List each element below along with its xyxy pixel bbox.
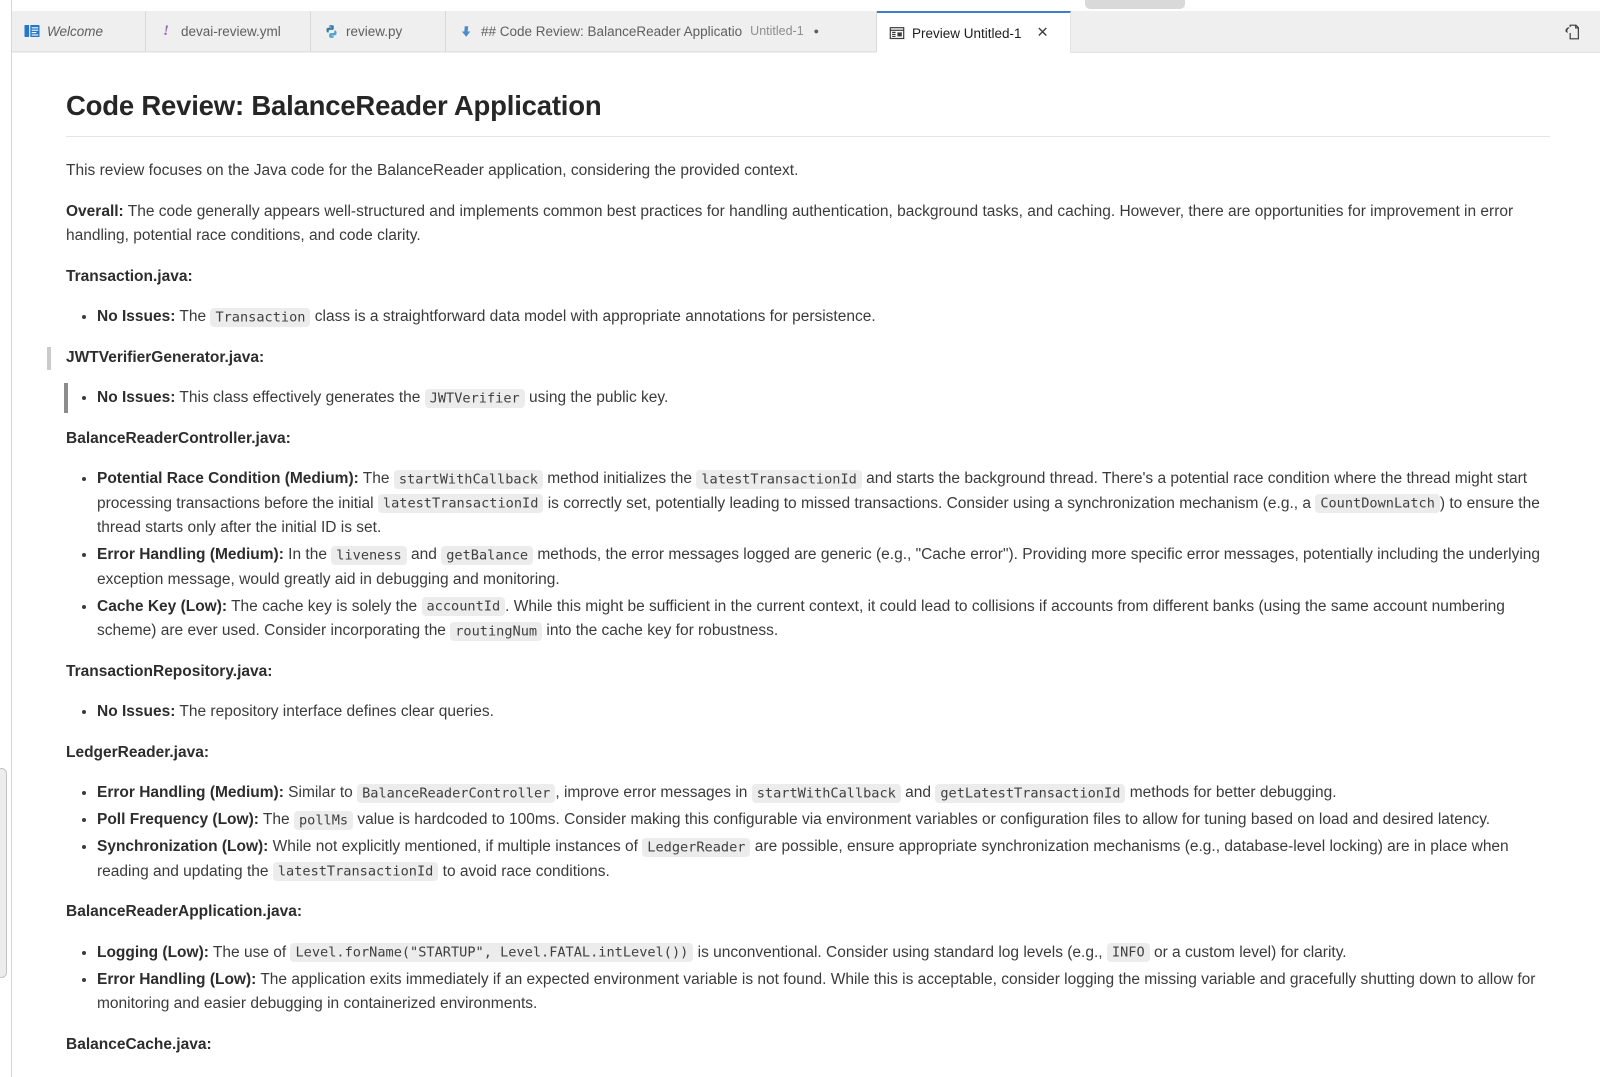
- text-run: The cache key is solely the: [227, 597, 422, 615]
- inline-code: accountId: [422, 597, 506, 616]
- issue-label: Potential Race Condition (Medium):: [97, 470, 359, 487]
- section-heading-text: LedgerReader.java:: [66, 743, 210, 761]
- text-run: into the cache key for robustness.: [542, 622, 779, 639]
- inline-code: INFO: [1107, 943, 1150, 962]
- inline-code: latestTransactionId: [696, 470, 862, 489]
- section-heading-text: BalanceReaderApplication.java:: [66, 903, 303, 920]
- text-run: This class effectively generates the: [175, 389, 425, 406]
- text-run: is unconventional. Consider using standard log levels (e.g.,: [693, 943, 1107, 961]
- inline-code: pollMs: [294, 811, 353, 830]
- sections: [66, 265, 1550, 1058]
- text-run: methods for better debugging.: [1125, 784, 1337, 801]
- intro-paragraph: This review focuses on the Java code for the BalanceReader application, considering the provided context.: [66, 162, 799, 179]
- inline-code: Level.forName("STARTUP", Level.FATAL.intLevel()): [290, 943, 693, 962]
- issue-list: [66, 467, 1550, 644]
- text-run: The application exits immediately if an expected environment variable is not found. While this is acceptable, consider logging the missing variable and gracefully shutting down to allow for monitoring and easier debugging in containerized environments.: [97, 970, 1536, 1012]
- python-icon: [323, 24, 339, 39]
- text-run: While not explicitly mentioned, if multiple instances of: [268, 838, 643, 855]
- tab-label: ## Code Review: BalanceReader Applicatio: [481, 23, 743, 39]
- section-heading: [66, 900, 1550, 925]
- window-drag-pill: [1085, 0, 1185, 9]
- inline-code: BalanceReaderController: [357, 784, 555, 803]
- file-arrow-icon[interactable]: [1561, 20, 1584, 44]
- tab-untitled-markdown[interactable]: [446, 11, 877, 52]
- issue-item: [97, 543, 1550, 592]
- text-run: The: [175, 308, 211, 325]
- inline-code: latestTransactionId: [378, 494, 544, 513]
- issue-label: No Issues:: [97, 389, 176, 406]
- issue-list: [66, 941, 1550, 1017]
- inline-code: CountDownLatch: [1315, 494, 1440, 513]
- issue-list: [66, 781, 1550, 884]
- text-run: using the public key.: [524, 389, 669, 406]
- text-run: In the: [283, 546, 332, 563]
- tab-label: Welcome: [47, 23, 104, 39]
- text-run: method initializes the: [542, 470, 697, 487]
- tab-review-py[interactable]: [311, 11, 446, 52]
- inline-code: getLatestTransactionId: [935, 784, 1125, 803]
- text-run: The code generally appears well-structured and implements common best practices for handling authentication, background tasks, and caching. However, there are opportunities for improvement in error handling, potential race conditions, and code clarity.: [66, 202, 1514, 244]
- preview-icon: [889, 25, 905, 41]
- issue-label: Error Handling (Medium):: [97, 784, 284, 801]
- inline-code: getBalance: [441, 546, 533, 565]
- text-run: or a custom level) for clarity.: [1149, 943, 1347, 961]
- issue-item: [97, 700, 1550, 725]
- section-heading-text: TransactionRepository.java:: [66, 662, 273, 680]
- issue-label: Poll Frequency (Low):: [97, 811, 259, 828]
- editor-tab-bar: [12, 11, 1600, 53]
- tab-bar-spacer: [1071, 11, 1600, 53]
- issue-item: [97, 595, 1550, 644]
- text-run: and: [900, 784, 936, 801]
- markdown-preview: [12, 53, 1600, 1057]
- inline-code: startWithCallback: [394, 470, 543, 489]
- issue-item: [97, 467, 1550, 541]
- issue-list: [66, 386, 1550, 411]
- section-heading: [66, 741, 1550, 766]
- inline-code: routingNum: [450, 622, 542, 641]
- page-title: Code Review: BalanceReader Application: [66, 89, 1550, 137]
- tab-label: devai-review.yml: [181, 23, 281, 39]
- issue-label: No Issues:: [97, 308, 176, 325]
- section-heading: [66, 427, 1550, 452]
- section-heading: [66, 660, 1550, 685]
- text-run: and: [406, 546, 442, 563]
- tab-label: Preview Untitled-1: [912, 25, 1022, 41]
- close-icon[interactable]: ✕: [1036, 25, 1049, 41]
- issue-item: [97, 968, 1550, 1017]
- issue-label: Logging (Low):: [97, 943, 209, 961]
- text-run: The: [258, 811, 294, 828]
- text-run: are possible, ensure appropriate synchronization mechanisms (e.g., database-level locking) are in place when reading and updating the: [97, 838, 1509, 880]
- tab-preview-untitled[interactable]: [877, 11, 1071, 53]
- tab-welcome[interactable]: [12, 11, 146, 52]
- section-heading: [66, 1033, 1550, 1058]
- issue-label: Cache Key (Low):: [97, 597, 228, 615]
- tab-description: Untitled-1: [750, 24, 804, 38]
- text-run: ) to ensure the thread starts only after the initial ID is set.: [97, 494, 1540, 536]
- inline-code: liveness: [331, 546, 406, 565]
- modified-dot-icon: ●: [813, 26, 820, 36]
- inline-code: latestTransactionId: [273, 862, 439, 881]
- left-scrollbar-thumb[interactable]: [0, 768, 7, 978]
- section-heading-text: BalanceCache.java:: [66, 1035, 212, 1053]
- section-heading-text: BalanceReaderController.java:: [66, 429, 291, 447]
- text-run: value is hardcoded to 100ms. Consider making this configurable via environment variables or configuration files to allow for tuning based on load and desired latency.: [353, 811, 1491, 828]
- top-strip: [12, 0, 1600, 11]
- issue-item: [97, 781, 1550, 806]
- issue-item: [97, 386, 1550, 411]
- text-run: The repository interface defines clear queries.: [175, 703, 494, 720]
- issue-label: No Issues:: [97, 703, 176, 720]
- inline-code: JWTVerifier: [425, 389, 525, 408]
- inline-code: startWithCallback: [752, 784, 901, 803]
- issue-item: [97, 835, 1550, 884]
- issue-label: Synchronization (Low):: [97, 838, 269, 855]
- issue-label: Error Handling (Medium):: [97, 546, 284, 563]
- welcome-icon: [24, 23, 40, 39]
- inline-code: Transaction: [210, 308, 310, 327]
- overall-paragraph: [66, 200, 1550, 249]
- issue-label: Error Handling (Low):: [97, 970, 257, 988]
- markdown-down-arrow-icon: [458, 24, 474, 38]
- text-run: The use of: [208, 943, 291, 961]
- text-run: and starts the background thread. There's a potential race condition where the thread might start processing transactions before the initial: [97, 470, 1528, 512]
- tab-devai-review-yml[interactable]: [146, 11, 311, 52]
- issue-item: [97, 305, 1550, 330]
- issue-label: Overall:: [66, 202, 124, 220]
- section-heading-text: Transaction.java:: [66, 267, 193, 285]
- text-run: , improve error messages in: [555, 784, 752, 801]
- section-heading-text: JWTVerifierGenerator.java:: [66, 348, 265, 366]
- text-run: methods, the error messages logged are generic (e.g., "Cache error"). Providing more specific error messages, potentially including the underlying exception message, would greatly aid in debugging and monitoring.: [97, 546, 1541, 588]
- issue-item: [97, 808, 1550, 833]
- inline-code: LedgerReader: [642, 838, 750, 857]
- issue-list: [66, 305, 1550, 330]
- text-run: is correctly set, potentially leading to missed transactions. Consider using a synchronization mechanism (e.g., a: [543, 494, 1316, 512]
- issue-item: [97, 941, 1550, 966]
- section-heading: [66, 265, 1550, 290]
- tab-label: review.py: [346, 23, 403, 39]
- text-run: class is a straightforward data model with appropriate annotations for persistence.: [310, 308, 876, 325]
- section-heading: [66, 346, 1550, 371]
- editor-window: [12, 0, 1600, 1057]
- issue-list: [66, 700, 1550, 725]
- text-run: The: [358, 470, 394, 487]
- text-run: to avoid race conditions.: [438, 862, 610, 880]
- text-run: Similar to: [283, 784, 358, 801]
- text-run: . While this might be sufficient in the current context, it could lead to collisions if accounts from different banks (using the same account numbering scheme) are ever used. Consider incorporating the: [97, 597, 1505, 639]
- yaml-exclamation-icon: !: [163, 22, 169, 39]
